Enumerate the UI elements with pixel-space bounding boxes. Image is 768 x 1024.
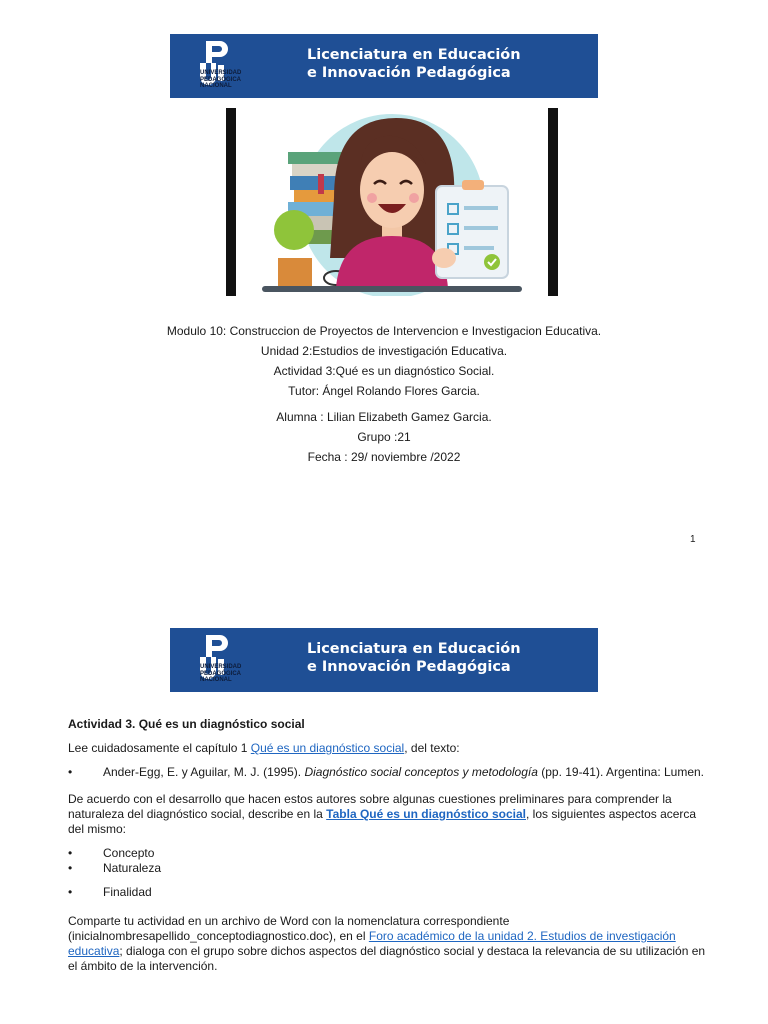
page-number: 1 xyxy=(690,534,696,545)
reference-book-title: Diagnóstico social conceptos y metodología xyxy=(304,765,538,779)
cover-info xyxy=(0,321,768,401)
aspect-label: Finalidad xyxy=(103,885,152,899)
share-text-end: ; dialoga con el grupo sobre dichos aspectos del diagnóstico social y destaca la relevancia de su utilización en el ámbito de la intervención. xyxy=(68,944,706,973)
table-link[interactable]: Tabla Qué es un diagnóstico social xyxy=(326,807,526,821)
bullet-icon: • xyxy=(68,846,73,860)
header-banner xyxy=(170,34,598,98)
instructions-text: De acuerdo con el desarrollo que hacen estos autores sobre algunas cuestiones preliminares para comprender la naturaleza del diagnóstico social, describe en la xyxy=(68,792,672,821)
date-line: Fecha : 29/ noviembre /2022 xyxy=(307,450,461,464)
activity-line: Actividad 3:Qué es un diagnóstico Social. xyxy=(273,364,495,378)
university-line: UNIVERSIDAD xyxy=(200,664,242,670)
aspect-label: Concepto xyxy=(103,846,155,860)
student-info xyxy=(0,407,768,467)
instructions-text-end: , los siguientes aspectos acerca del mismo: xyxy=(68,807,697,836)
reference-text: Ander-Egg, E. y Aguilar, M. J. (1995). xyxy=(103,765,305,779)
group-line: Grupo :21 xyxy=(357,430,411,444)
banner-title-line2: e Innovación Pedagógica xyxy=(307,65,511,81)
banner-title xyxy=(307,46,521,82)
banner-title-line1: Licenciatura en Educación xyxy=(307,47,521,63)
banner-title-line1: Licenciatura en Educación xyxy=(307,641,521,657)
bullet-icon: • xyxy=(68,861,73,875)
university-line: PEDAGÓGICA xyxy=(200,670,242,677)
bullet-icon: • xyxy=(68,765,73,779)
activity-title: Actividad 3. Qué es un diagnóstico social xyxy=(68,717,305,731)
university-name xyxy=(200,664,241,684)
read-text-end: , del texto: xyxy=(404,741,460,755)
module-line: Modulo 10: Construccion de Proyectos de Intervencion e Investigacion Educativa. xyxy=(166,324,602,338)
student-illustration xyxy=(226,108,558,296)
aspect-label: Naturaleza xyxy=(103,861,162,875)
university-name xyxy=(200,70,241,90)
reference-text-end: (pp. 19-41). Argentina: Lumen. xyxy=(537,765,705,779)
share-text: Comparte tu actividad en un archivo de Word con la nomenclatura correspondiente (inicialnombresapellido_conceptodiagnostico.doc), en el xyxy=(68,914,510,943)
banner-title-line2: e Innovación Pedagógica xyxy=(307,659,511,675)
university-line: NACIONAL xyxy=(200,677,232,683)
forum-link[interactable]: Foro académico de la unidad 2. Estudios de investigación educativa xyxy=(68,929,676,958)
read-text: Lee cuidadosamente el capítulo 1 xyxy=(68,741,251,755)
student-line: Alumna : Lilian Elizabeth Gamez Garcia. xyxy=(276,410,492,424)
chapter-link[interactable]: Qué es un diagnóstico social xyxy=(250,741,405,755)
unit-line: Unidad 2:Estudios de investigación Educativa. xyxy=(260,344,508,358)
university-line: UNIVERSIDAD xyxy=(200,70,242,76)
banner-title xyxy=(307,640,521,676)
university-line: NACIONAL xyxy=(200,83,232,89)
share-paragraph xyxy=(68,914,708,974)
instructions-paragraph xyxy=(68,792,708,837)
read-instruction xyxy=(68,741,708,756)
bullet-icon: • xyxy=(68,885,73,899)
university-line: PEDAGÓGICA xyxy=(200,76,242,83)
tutor-line: Tutor: Ángel Rolando Flores Garcia. xyxy=(288,384,480,398)
header-banner xyxy=(170,628,598,692)
